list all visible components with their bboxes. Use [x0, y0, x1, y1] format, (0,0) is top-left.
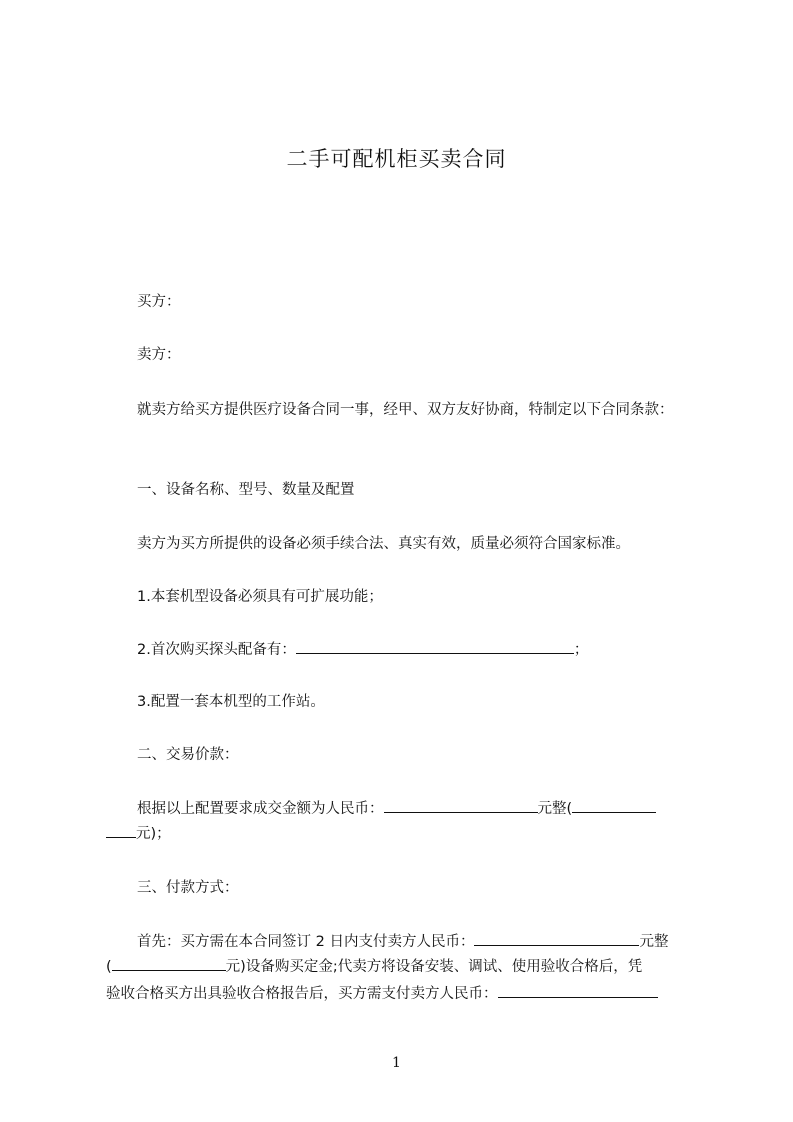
section-1-item-3: 3.配置一套本机型的工作站。: [137, 694, 325, 710]
payment-blank: [498, 983, 658, 998]
section-3-line-2: ( 元)设备购买定金;代卖方将设备安装、调试、使用验收合格后，凭: [106, 955, 702, 979]
seller-label: 卖方：: [137, 347, 181, 363]
section-1-item-1: 1.本套机型设备必须具有可扩展功能；: [137, 589, 383, 605]
deposit-text: 元)设备购买定金;代卖方将设备安装、调试、使用验收合格后，凭: [225, 959, 643, 975]
section-3-line-3: [106, 982, 702, 1006]
document-title: 二手可配机柜买卖合同: [286, 147, 507, 171]
price-prefix: 根据以上配置要求成交金额为人民币：: [137, 801, 384, 817]
buyer-label: 买方：: [137, 294, 181, 310]
section-1-item-2: [106, 638, 733, 662]
section-2-line-2: [106, 822, 702, 846]
probe-blank: [296, 639, 574, 654]
section-1-text: 卖方为买方所提供的设备必须手续合法、真实有效，质量必须符合国家标准。: [137, 536, 630, 552]
price-suffix: 元)；: [136, 826, 171, 842]
section-3-line-1: [106, 930, 733, 954]
section-2-heading: 二、交易价款：: [137, 747, 239, 763]
price-caps-blank-cont: [106, 823, 136, 838]
section-3-heading: 三、付款方式：: [137, 880, 239, 896]
item-2-suffix: ；: [573, 642, 589, 658]
deposit-blank: [474, 931, 639, 946]
section-2-line-1: [106, 797, 733, 821]
item-2-prefix: 2.首次购买探头配备有：: [137, 642, 296, 658]
section-1-heading: 一、设备名称、型号、数量及配置: [137, 482, 355, 498]
deposit-caps-blank: [112, 956, 226, 971]
intro-paragraph: 就卖方给买方提供医疗设备合同一事，经甲、双方友好协商，特制定以下合同条款：: [137, 402, 674, 418]
deposit-prefix: 首先：买方需在本合同签订 2 日内支付卖方人民币：: [137, 934, 475, 950]
price-unit: 元整(: [537, 801, 573, 817]
payment-text: 验收合格买方出具验收合格报告后，买方需支付卖方人民币：: [106, 986, 498, 1002]
price-blank: [384, 798, 538, 813]
price-caps-blank: [572, 798, 656, 813]
deposit-unit: 元整: [639, 934, 669, 950]
page-number: 1: [392, 1055, 401, 1071]
